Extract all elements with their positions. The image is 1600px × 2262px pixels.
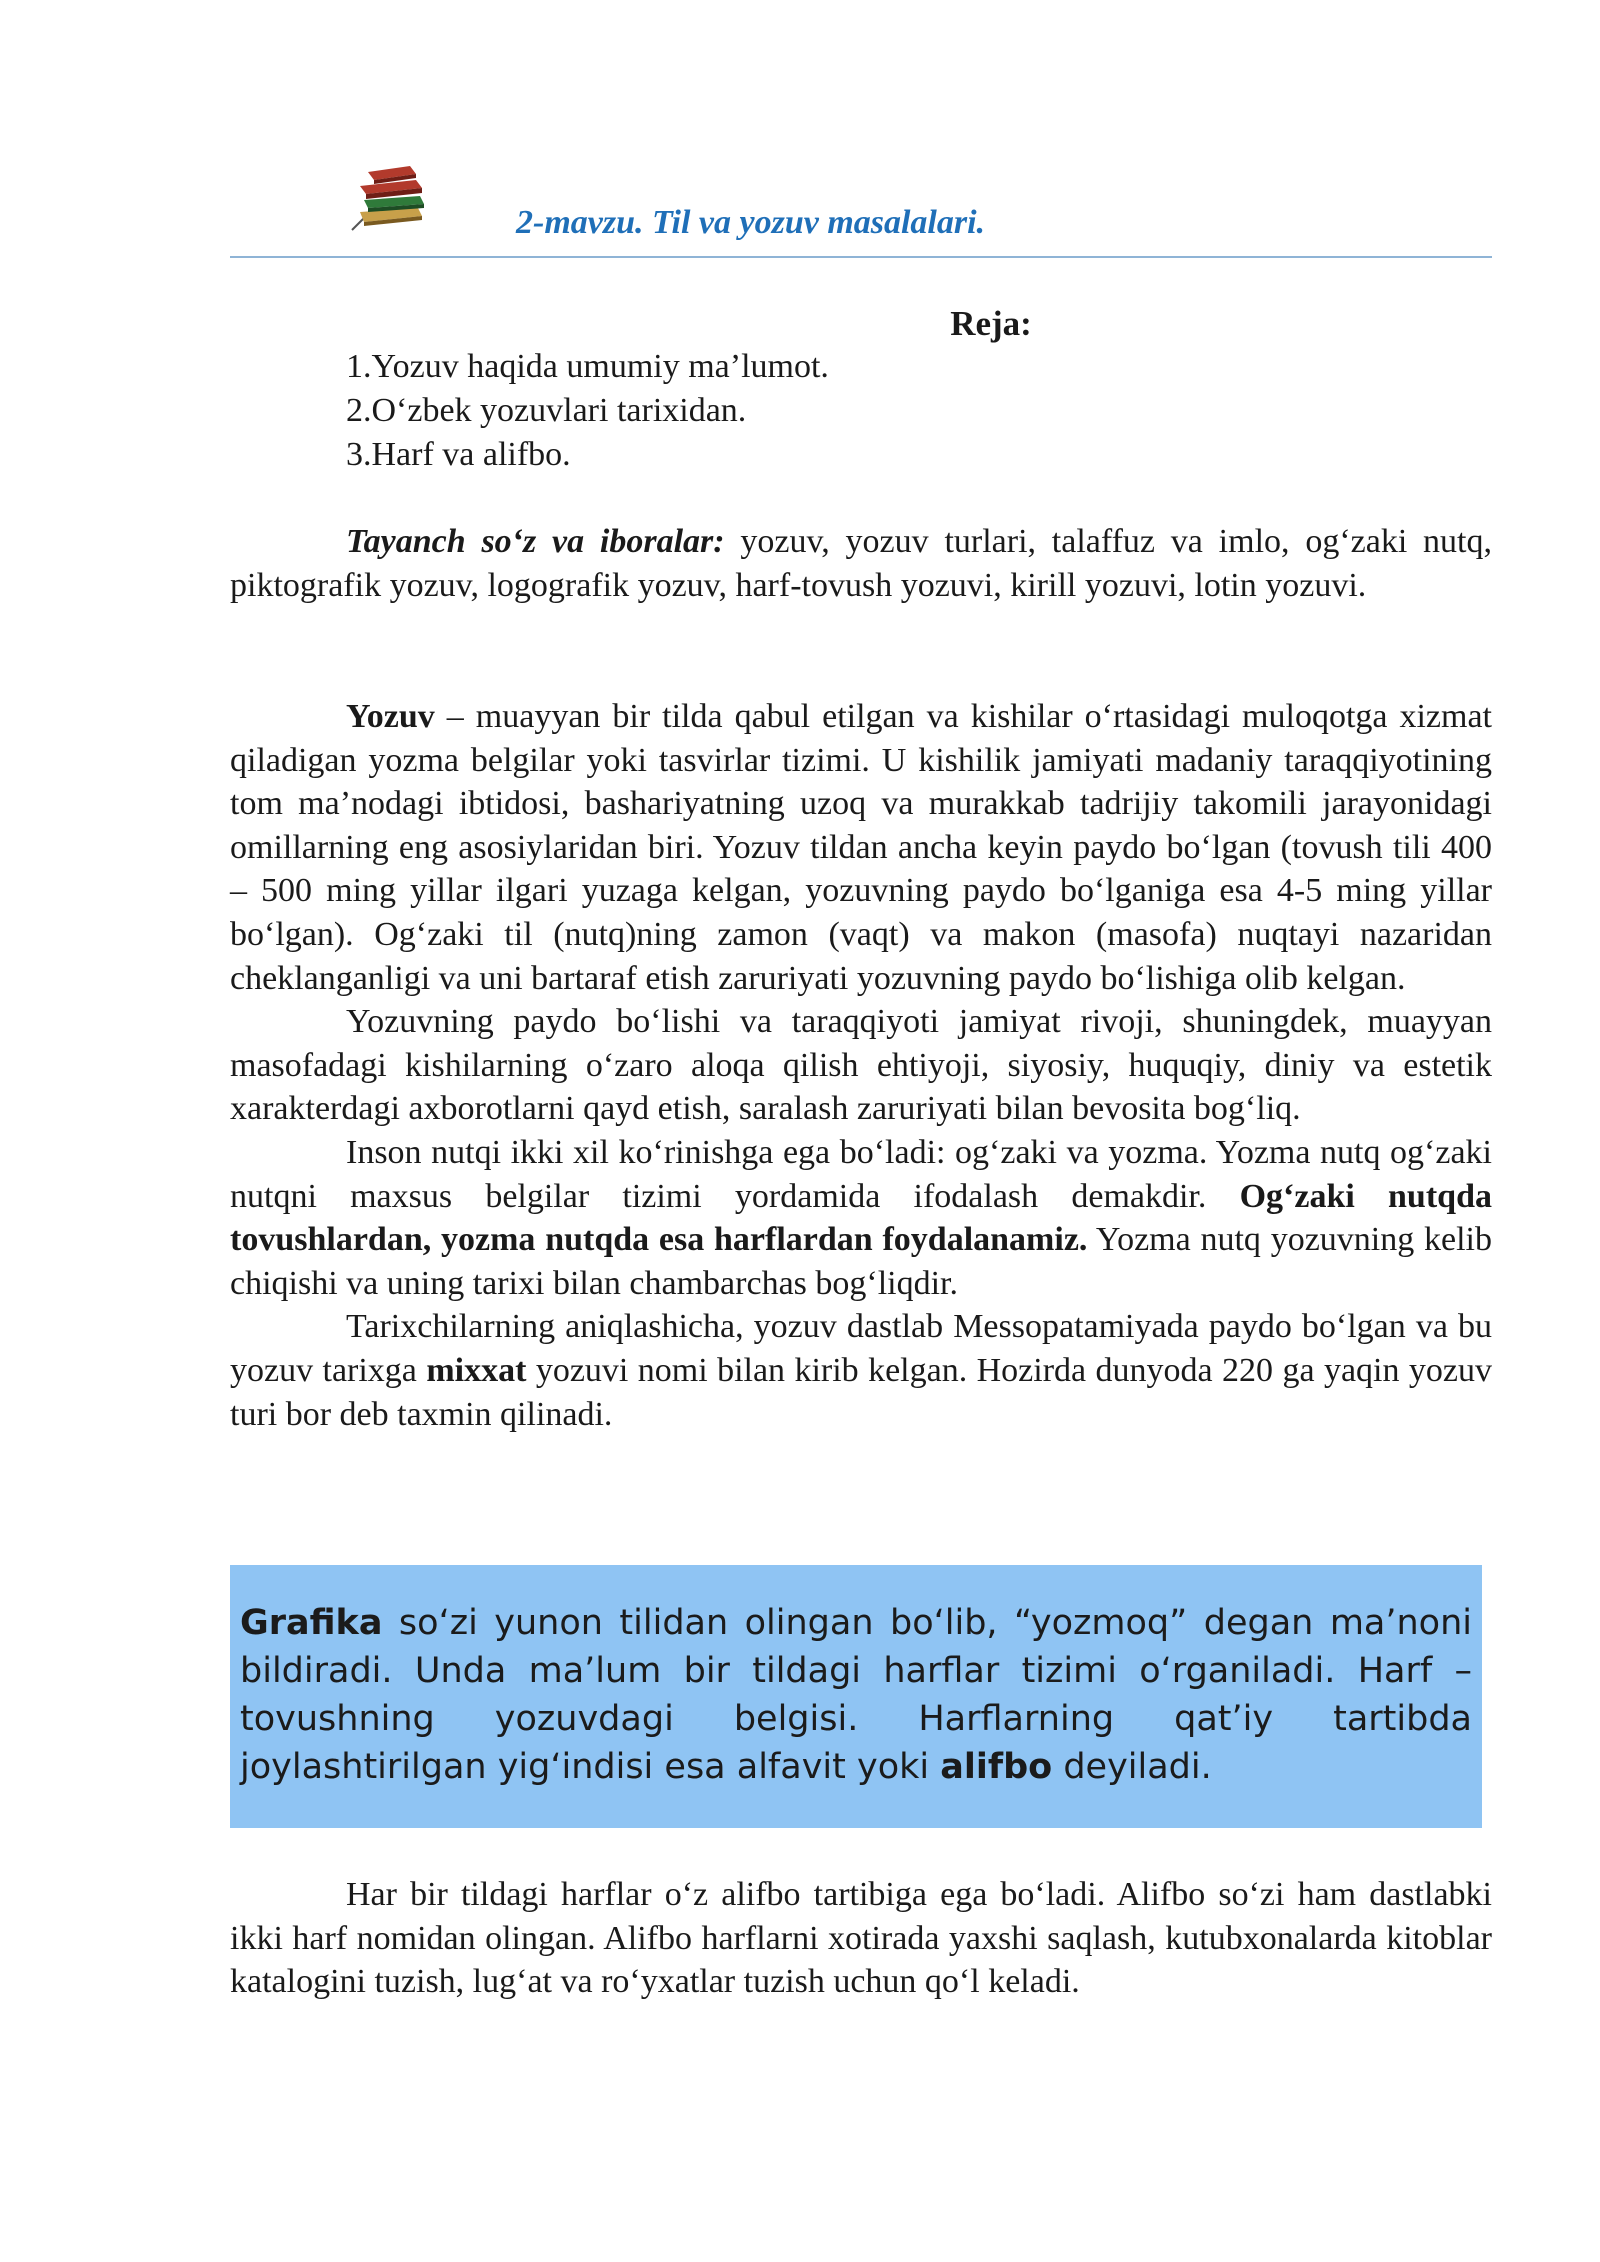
term-mixxat: mixxat bbox=[426, 1351, 527, 1389]
keywords-paragraph bbox=[230, 520, 1492, 607]
plan-heading bbox=[230, 302, 1492, 346]
plan-item: 3.Harf va alifbo. bbox=[346, 436, 571, 473]
bold-statement: Og‘zaki nutqda tovushlardan, yozma nutqda esa harflardan foydalanamiz. bbox=[230, 1177, 1492, 1259]
page-header bbox=[230, 160, 1492, 260]
plan-heading-text: Reja: bbox=[950, 304, 1032, 343]
alphabet-paragraph bbox=[230, 1873, 1492, 2004]
keywords-text: yozuv, yozuv turlari, talaffuz va imlo, og‘zaki nutq, piktografik yozuv, logografik yozuv, harf-tovush yozuvi, kirill yozuvi, lotin yozuvi. bbox=[230, 523, 1493, 604]
header-divider bbox=[230, 256, 1492, 258]
paragraph-text: Tarixchilarning aniqlashicha, yozuv dastlab Messopatamiyada paydo bo‘lgan va bu yozuv tarixga bbox=[230, 1308, 1492, 1389]
paragraph-text: – muayyan bir tilda qabul etilgan va kishilar o‘rtasidagi muloqotga xizmat qiladigan yozma belgilar yoki tasvirlar tizimi. U kishilik jamiyati madaniy taraqqiyotining tom ma’nodagi ibtidosi, bashariyatning uzoq va murakkab tadrijiy takomili jarayonidagi omillarning eng asosiylaridan biri. Yozuv tildan ancha keyin paydo bo‘lgan (tovush tili 400 – 500 ming yillar ilgari yuzaga kelgan, yozuvning paydo bo‘lganiga esa 4-5 ming yillar bo‘lgan). Og‘zaki til (nutq)ning zamon (vaqt) va makon (masofa) nuqtayi nazaridan cheklanganligi va uni bartaraf etish zaruriyati yozuvning paydo bo‘lishiga olib kelgan. bbox=[230, 698, 1492, 997]
main-text bbox=[230, 695, 1492, 1436]
keywords-label: Tayanch so‘z va iboralar: bbox=[346, 523, 725, 560]
paragraph-development: Yozuvning paydo bo‘lishi va taraqqiyoti jamiyat rivoji, shuningdek, muayyan masofadagi kishilarning o‘zaro aloqa qilish ehtiyoji, siyosiy, huquqiy, diniy va estetik xarakterdagi axborotlarni qayd etish, saralash zaruriyati bilan bevosita bog‘liq. bbox=[230, 1003, 1492, 1128]
paragraph-yozuv bbox=[230, 695, 1492, 1000]
books-icon bbox=[350, 160, 432, 232]
grafika-callout-box bbox=[230, 1565, 1482, 1828]
callout-text: deyiladi. bbox=[1052, 1747, 1212, 1787]
page-title: 2-mavzu. Til va yozuv masalalari. bbox=[516, 204, 986, 241]
plan-item: 2.O‘zbek yozuvlari tarixidan. bbox=[346, 392, 747, 429]
paragraph-text: Yozma nutq yozuvning kelib chiqishi va uning tarixi bilan chambarchas bog‘liqdir. bbox=[230, 1221, 1493, 1302]
term-grafika: Grafika bbox=[240, 1603, 383, 1643]
paragraph-text: Inson nutqi ikki xil ko‘rinishga ega bo‘ladi: og‘zaki va yozma. Yozma nutq og‘zaki nutqni maxsus belgilar tizimi yordamida ifodalash demakdir. bbox=[230, 1133, 1492, 1215]
term-yozuv: Yozuv bbox=[346, 698, 435, 735]
callout-text: so‘zi yunon tilidan olingan bo‘lib, “yozmoq” degan ma’noni bildiradi. Unda ma’lum bir tildagi harflar tizimi o‘rganiladi. Harf – tovushning yozuvdagi belgisi. Harflarning qat’iy tartibda joylashtirilgan yig‘indisi esa alfavit yoki bbox=[240, 1603, 1472, 1787]
paragraph-speech bbox=[230, 1131, 1492, 1305]
paragraph-text: yozuvi nomi bilan kirib kelgan. Hozirda dunyoda 220 ga yaqin yozuv turi bor deb taxmin qilinadi. bbox=[230, 1351, 1492, 1433]
paragraph-text: Har bir tildagi harflar o‘z alifbo tartibiga ega bo‘ladi. Alifbo so‘zi ham dastlabki ikki harf nomidan olingan. Alifbo harflarni xotirada yaxshi saqlash, kutubxonalarda kitoblar katalogini tuzish, lug‘at va ro‘yxatlar tuzish uchun qo‘l keladi. bbox=[230, 1876, 1492, 2001]
plan-item: 1.Yozuv haqida umumiy ma’lumot. bbox=[346, 348, 829, 385]
paragraph-history bbox=[230, 1305, 1492, 1436]
plan-list bbox=[346, 345, 829, 477]
term-alifbo: alifbo bbox=[940, 1747, 1053, 1787]
